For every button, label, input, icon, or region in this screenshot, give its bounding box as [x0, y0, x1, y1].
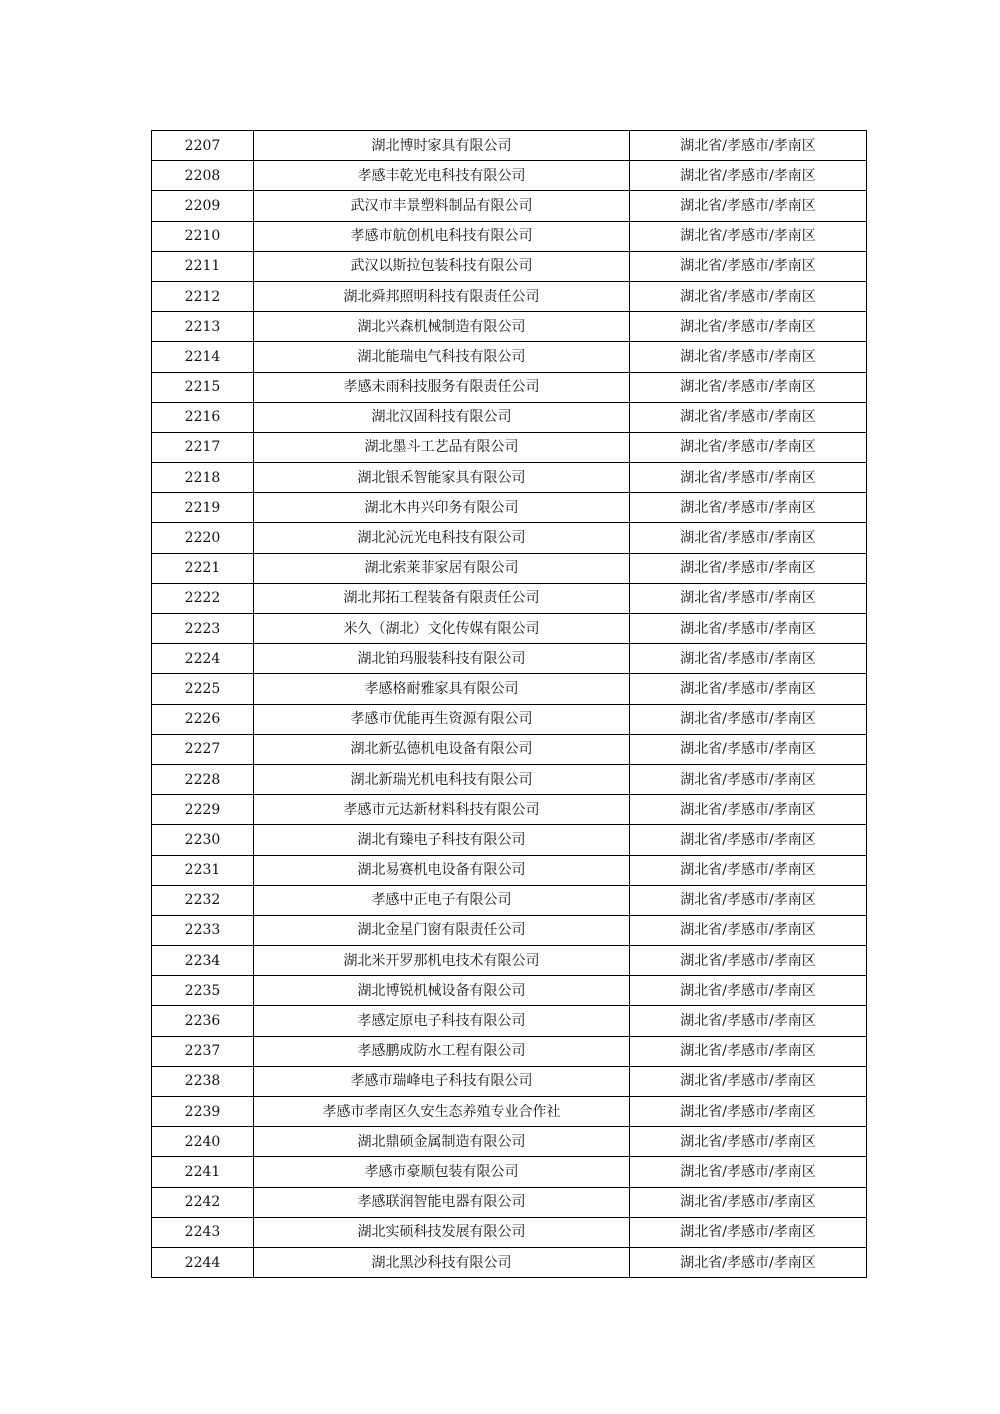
company-name-cell: 湖北汉固科技有限公司: [254, 402, 630, 432]
table-row: [152, 281, 867, 311]
company-name-cell: 孝感市豪顺包装有限公司: [254, 1157, 630, 1187]
region-cell: 湖北省/孝感市/孝南区: [630, 915, 867, 945]
row-number-cell: 2222: [152, 583, 254, 613]
row-number-cell: 2226: [152, 704, 254, 734]
table-row: [152, 221, 867, 251]
table-row: [152, 1157, 867, 1187]
region-cell: 湖北省/孝感市/孝南区: [630, 523, 867, 553]
region-cell: 湖北省/孝感市/孝南区: [630, 221, 867, 251]
row-number-cell: 2227: [152, 734, 254, 764]
region-cell: 湖北省/孝感市/孝南区: [630, 281, 867, 311]
company-name-cell: 湖北黑沙科技有限公司: [254, 1247, 630, 1277]
company-name-cell: 湖北实硕科技发展有限公司: [254, 1217, 630, 1247]
table-row: [152, 372, 867, 402]
row-number-cell: 2229: [152, 795, 254, 825]
table-row: [152, 1187, 867, 1217]
company-name-cell: 湖北沁沅光电科技有限公司: [254, 523, 630, 553]
table-row: [152, 432, 867, 462]
table-row: [152, 946, 867, 976]
company-name-cell: 湖北墨斗工艺品有限公司: [254, 432, 630, 462]
company-name-cell: 孝感丰乾光电科技有限公司: [254, 161, 630, 191]
table-row: [152, 342, 867, 372]
region-cell: 湖北省/孝感市/孝南区: [630, 825, 867, 855]
company-name-cell: 米久（湖北）文化传媒有限公司: [254, 614, 630, 644]
region-cell: 湖北省/孝感市/孝南区: [630, 614, 867, 644]
table-row: [152, 1066, 867, 1096]
table-row: [152, 614, 867, 644]
region-cell: 湖北省/孝感市/孝南区: [630, 402, 867, 432]
company-name-cell: 武汉以斯拉包装科技有限公司: [254, 251, 630, 281]
row-number-cell: 2235: [152, 976, 254, 1006]
row-number-cell: 2236: [152, 1006, 254, 1036]
region-cell: 湖北省/孝感市/孝南区: [630, 885, 867, 915]
table-row: [152, 644, 867, 674]
region-cell: 湖北省/孝感市/孝南区: [630, 1127, 867, 1157]
company-name-cell: 湖北能瑞电气科技有限公司: [254, 342, 630, 372]
table-row: [152, 1217, 867, 1247]
company-name-cell: 孝感未雨科技服务有限责任公司: [254, 372, 630, 402]
table-row: [152, 463, 867, 493]
company-name-cell: 湖北木冉兴印务有限公司: [254, 493, 630, 523]
company-name-cell: 孝感中正电子有限公司: [254, 885, 630, 915]
row-number-cell: 2209: [152, 191, 254, 221]
row-number-cell: 2237: [152, 1036, 254, 1066]
row-number-cell: 2211: [152, 251, 254, 281]
region-cell: 湖北省/孝感市/孝南区: [630, 1187, 867, 1217]
row-number-cell: 2220: [152, 523, 254, 553]
region-cell: 湖北省/孝感市/孝南区: [630, 855, 867, 885]
region-cell: 湖北省/孝感市/孝南区: [630, 1097, 867, 1127]
region-cell: 湖北省/孝感市/孝南区: [630, 704, 867, 734]
region-cell: 湖北省/孝感市/孝南区: [630, 1036, 867, 1066]
company-name-cell: 湖北博时家具有限公司: [254, 131, 630, 161]
region-cell: 湖北省/孝感市/孝南区: [630, 251, 867, 281]
table-row: [152, 674, 867, 704]
company-name-cell: 湖北邦拓工程装备有限责任公司: [254, 583, 630, 613]
company-name-cell: 湖北铂玛服装科技有限公司: [254, 644, 630, 674]
region-cell: 湖北省/孝感市/孝南区: [630, 1006, 867, 1036]
row-number-cell: 2215: [152, 372, 254, 402]
region-cell: 湖北省/孝感市/孝南区: [630, 553, 867, 583]
table-row: [152, 734, 867, 764]
table-row: [152, 523, 867, 553]
table-row: [152, 1097, 867, 1127]
row-number-cell: 2231: [152, 855, 254, 885]
company-name-cell: 湖北有臻电子科技有限公司: [254, 825, 630, 855]
region-cell: 湖北省/孝感市/孝南区: [630, 1157, 867, 1187]
region-cell: 湖北省/孝感市/孝南区: [630, 644, 867, 674]
table-row: [152, 1247, 867, 1277]
company-name-cell: 湖北兴森机械制造有限公司: [254, 312, 630, 342]
table-row: [152, 583, 867, 613]
company-name-cell: 湖北银禾智能家具有限公司: [254, 463, 630, 493]
table-row: [152, 764, 867, 794]
table-row: [152, 1127, 867, 1157]
region-cell: 湖北省/孝感市/孝南区: [630, 764, 867, 794]
region-cell: 湖北省/孝感市/孝南区: [630, 946, 867, 976]
table-row: [152, 553, 867, 583]
region-cell: 湖北省/孝感市/孝南区: [630, 432, 867, 462]
company-name-cell: 孝感市元达新材料科技有限公司: [254, 795, 630, 825]
region-cell: 湖北省/孝感市/孝南区: [630, 312, 867, 342]
region-cell: 湖北省/孝感市/孝南区: [630, 493, 867, 523]
region-cell: 湖北省/孝感市/孝南区: [630, 1066, 867, 1096]
row-number-cell: 2217: [152, 432, 254, 462]
row-number-cell: 2216: [152, 402, 254, 432]
table-row: [152, 1006, 867, 1036]
row-number-cell: 2233: [152, 915, 254, 945]
table-row: [152, 825, 867, 855]
company-name-cell: 湖北索莱菲家居有限公司: [254, 553, 630, 583]
row-number-cell: 2244: [152, 1247, 254, 1277]
region-cell: 湖北省/孝感市/孝南区: [630, 463, 867, 493]
row-number-cell: 2234: [152, 946, 254, 976]
table-row: [152, 855, 867, 885]
company-name-cell: 湖北舜邦照明科技有限责任公司: [254, 281, 630, 311]
company-name-cell: 湖北金星门窗有限责任公司: [254, 915, 630, 945]
region-cell: 湖北省/孝感市/孝南区: [630, 795, 867, 825]
table-row: [152, 131, 867, 161]
row-number-cell: 2241: [152, 1157, 254, 1187]
company-name-cell: 湖北博锐机械设备有限公司: [254, 976, 630, 1006]
table-row: [152, 402, 867, 432]
table-row: [152, 885, 867, 915]
table-row: [152, 251, 867, 281]
company-name-cell: 武汉市丰景塑料制品有限公司: [254, 191, 630, 221]
table-row: [152, 1036, 867, 1066]
row-number-cell: 2207: [152, 131, 254, 161]
row-number-cell: 2240: [152, 1127, 254, 1157]
company-name-cell: 湖北新瑞光机电科技有限公司: [254, 764, 630, 794]
row-number-cell: 2212: [152, 281, 254, 311]
company-name-cell: 湖北米开罗那机电技术有限公司: [254, 946, 630, 976]
row-number-cell: 2228: [152, 764, 254, 794]
row-number-cell: 2213: [152, 312, 254, 342]
table-row: [152, 161, 867, 191]
region-cell: 湖北省/孝感市/孝南区: [630, 161, 867, 191]
company-name-cell: 孝感联润智能电器有限公司: [254, 1187, 630, 1217]
table-row: [152, 493, 867, 523]
table-row: [152, 915, 867, 945]
company-name-cell: 孝感市孝南区久安生态养殖专业合作社: [254, 1097, 630, 1127]
region-cell: 湖北省/孝感市/孝南区: [630, 342, 867, 372]
company-name-cell: 孝感市瑞峰电子科技有限公司: [254, 1066, 630, 1096]
row-number-cell: 2214: [152, 342, 254, 372]
row-number-cell: 2208: [152, 161, 254, 191]
company-name-cell: 湖北鼎硕金属制造有限公司: [254, 1127, 630, 1157]
row-number-cell: 2239: [152, 1097, 254, 1127]
row-number-cell: 2238: [152, 1066, 254, 1096]
row-number-cell: 2219: [152, 493, 254, 523]
row-number-cell: 2218: [152, 463, 254, 493]
table-row: [152, 312, 867, 342]
company-name-cell: 孝感格耐雅家具有限公司: [254, 674, 630, 704]
company-name-cell: 孝感市优能再生资源有限公司: [254, 704, 630, 734]
row-number-cell: 2232: [152, 885, 254, 915]
table-row: [152, 795, 867, 825]
region-cell: 湖北省/孝感市/孝南区: [630, 1217, 867, 1247]
region-cell: 湖北省/孝感市/孝南区: [630, 734, 867, 764]
table-body: [152, 131, 867, 1278]
table-row: [152, 704, 867, 734]
row-number-cell: 2242: [152, 1187, 254, 1217]
region-cell: 湖北省/孝感市/孝南区: [630, 976, 867, 1006]
row-number-cell: 2223: [152, 614, 254, 644]
row-number-cell: 2225: [152, 674, 254, 704]
company-name-cell: 湖北新弘德机电设备有限公司: [254, 734, 630, 764]
company-name-cell: 孝感市航创机电科技有限公司: [254, 221, 630, 251]
row-number-cell: 2243: [152, 1217, 254, 1247]
region-cell: 湖北省/孝感市/孝南区: [630, 131, 867, 161]
region-cell: 湖北省/孝感市/孝南区: [630, 1247, 867, 1277]
region-cell: 湖北省/孝感市/孝南区: [630, 674, 867, 704]
company-name-cell: 湖北易赛机电设备有限公司: [254, 855, 630, 885]
company-table: [151, 130, 867, 1278]
company-name-cell: 孝感鹏成防水工程有限公司: [254, 1036, 630, 1066]
row-number-cell: 2210: [152, 221, 254, 251]
table-row: [152, 191, 867, 221]
row-number-cell: 2221: [152, 553, 254, 583]
region-cell: 湖北省/孝感市/孝南区: [630, 191, 867, 221]
table-row: [152, 976, 867, 1006]
row-number-cell: 2230: [152, 825, 254, 855]
company-name-cell: 孝感定原电子科技有限公司: [254, 1006, 630, 1036]
region-cell: 湖北省/孝感市/孝南区: [630, 583, 867, 613]
region-cell: 湖北省/孝感市/孝南区: [630, 372, 867, 402]
row-number-cell: 2224: [152, 644, 254, 674]
